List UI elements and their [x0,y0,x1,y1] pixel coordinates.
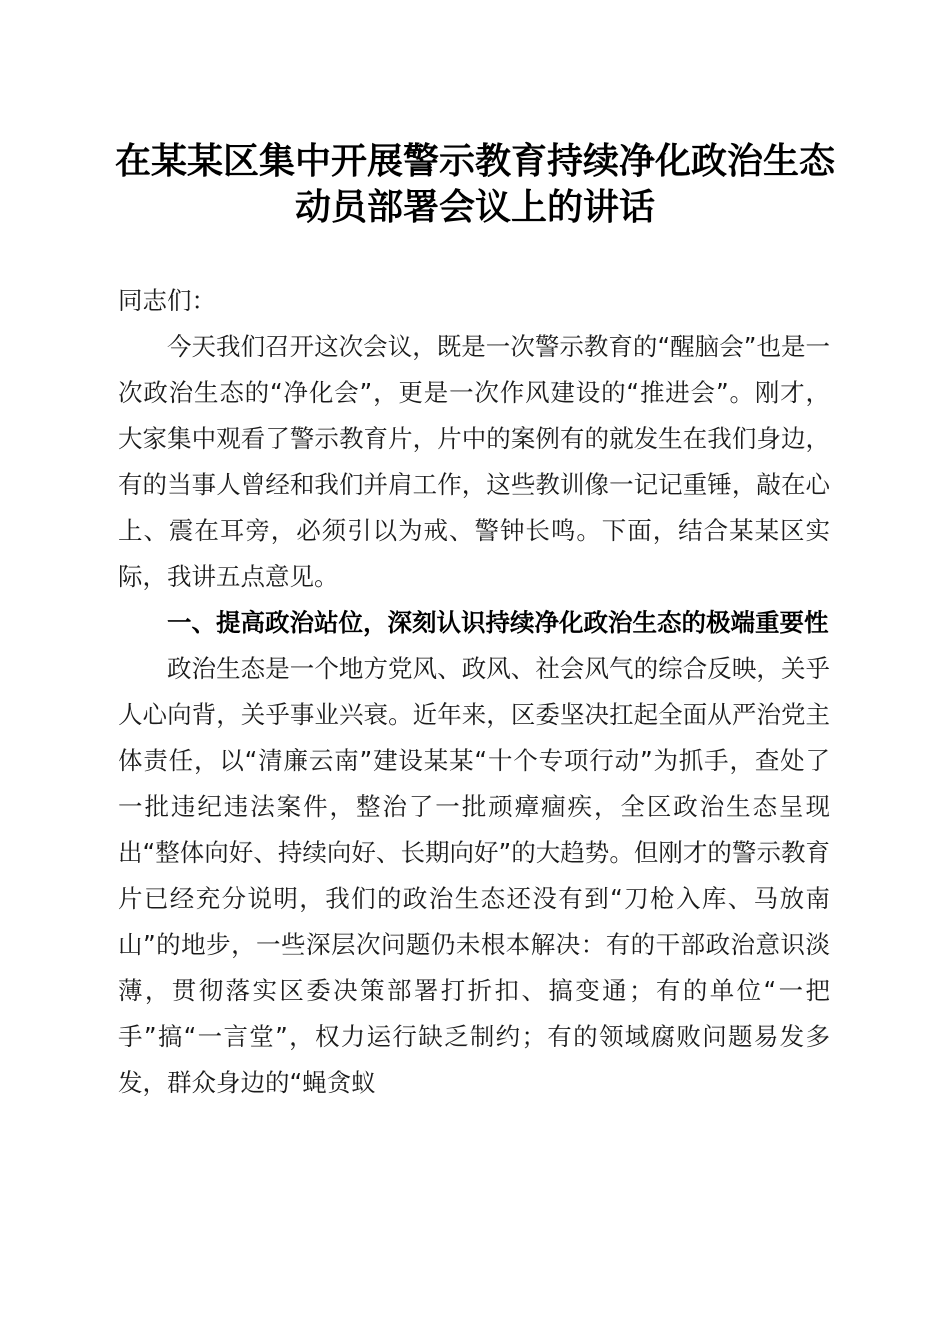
document-title-line-1: 在某某区集中开展警示教育持续净化政治生态 [114,140,835,182]
document-body [118,278,830,1106]
opening-paragraph: 今天我们召开这次会议，既是一次警示教育的“醒脑会”也是一次政治生态的“净化会”，更是一次作风建设的“推进会”。刚才，大家集中观看了警示教育片，片中的案例有的就发生在我们身边，有的当事人曾经和我们并肩工作，这些教训像一记记重锤，敲在心上、震在耳旁，必须引以为戒、警钟长鸣。下面，结合某某区实际，我讲五点意见。 [118,332,830,591]
section-1-paragraph: 政治生态是一个地方党风、政风、社会风气的综合反映，关乎人心向背，关乎事业兴衰。近年来，区委坚决扛起全面从严治党主体责任，以“清廉云南”建设某某“十个专项行动”为抓手，查处了一批违纪违法案件，整治了一批顽瘴痼疾，全区政治生态呈现出“整体向好、持续向好、长期向好”的大趋势。但刚才的警示教育片已经充分说明，我们的政治生态还没有到“刀枪入库、马放南山”的地步，一些深层次问题仍未根本解决：有的干部政治意识淡薄，贯彻落实区委决策部署打折扣、搞变通；有的单位“一把手”搞“一言堂”，权力运行缺乏制约；有的领域腐败问题易发多发，群众身边的“蝇贪蚁 [118,654,830,1097]
section-heading-1: 一、提高政治站位，深刻认识持续净化政治生态的极端重要性 [167,608,829,637]
salutation: 同志们： [118,286,216,315]
document-title-line-2: 动员部署会议上的讲话 [294,186,655,228]
